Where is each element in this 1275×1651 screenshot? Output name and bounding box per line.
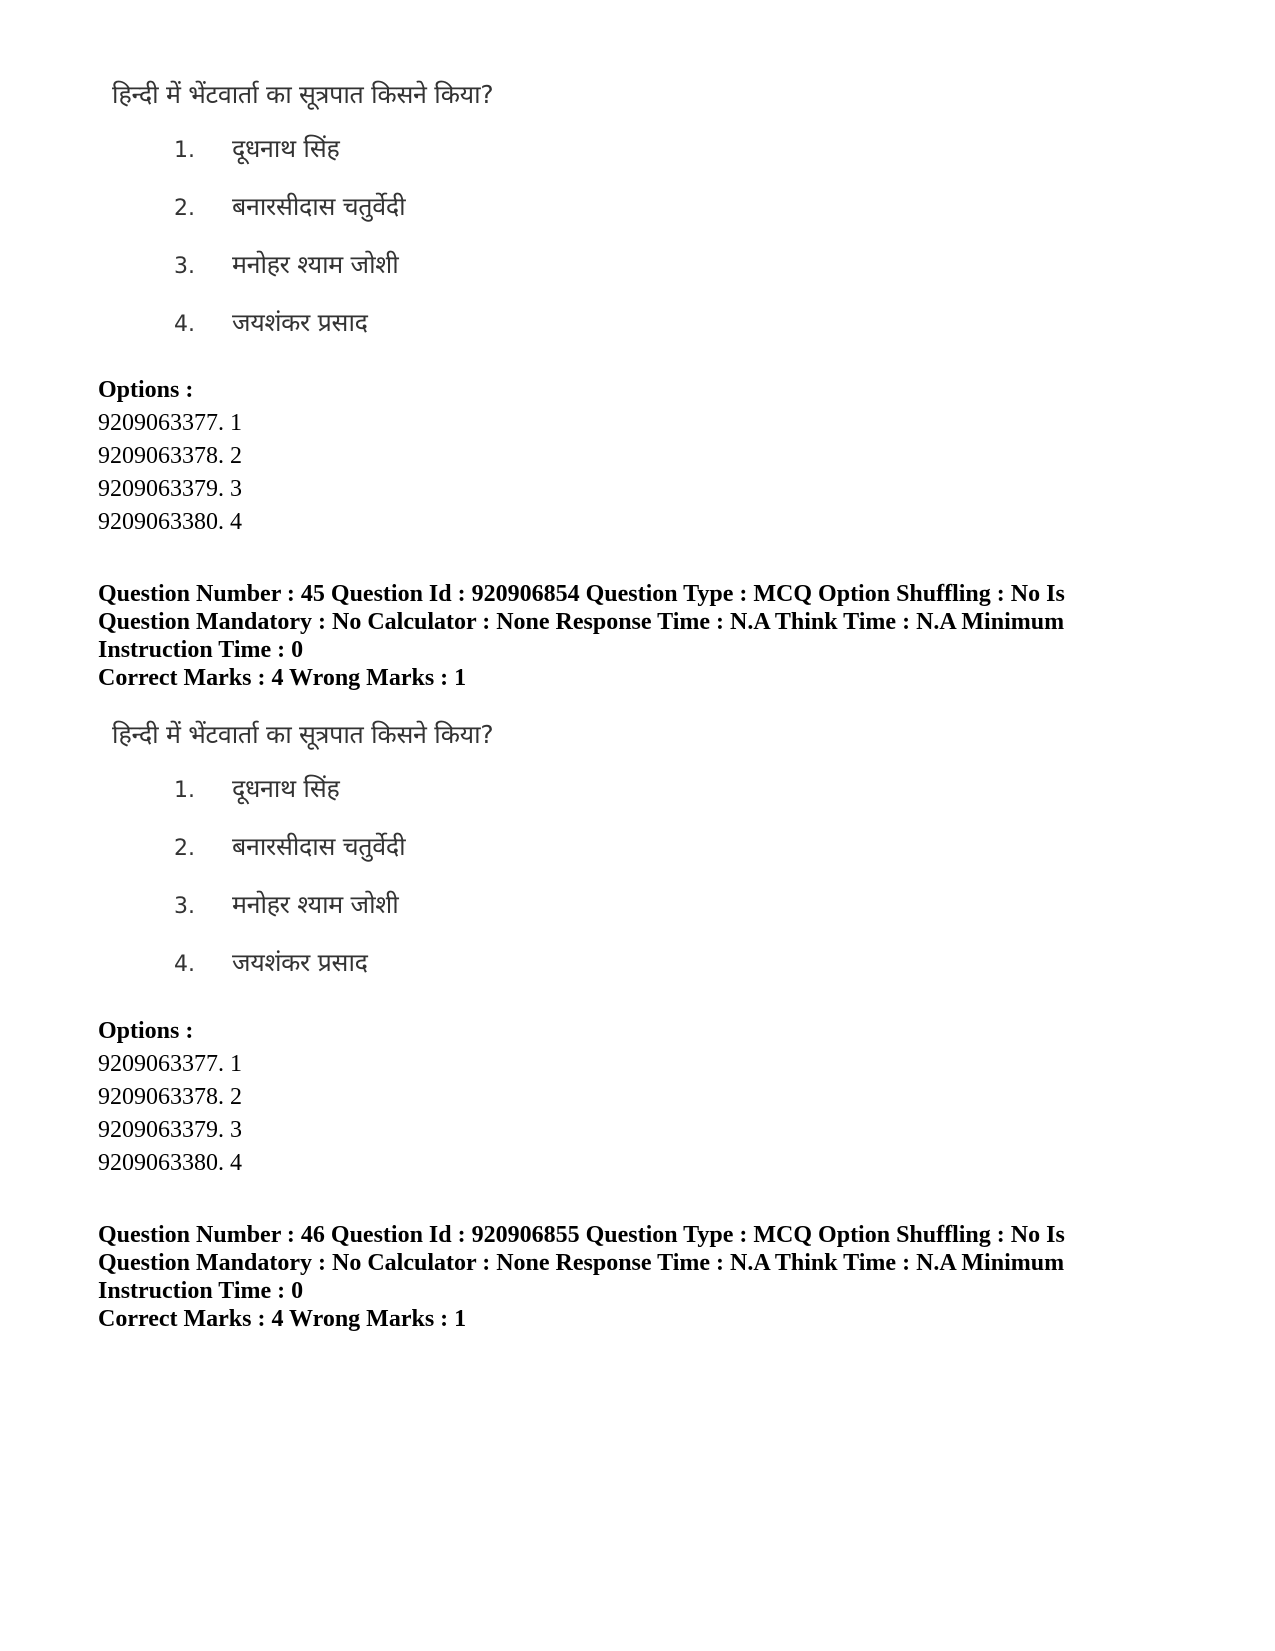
option-number: 3. bbox=[174, 894, 195, 919]
options-heading: Options : bbox=[98, 1018, 194, 1044]
question-option bbox=[112, 834, 552, 892]
option-text: दूधनाथ सिंह bbox=[232, 134, 340, 163]
option-number: 1. bbox=[174, 778, 195, 803]
option-text: बनारसीदास चतुर्वेदी bbox=[232, 192, 406, 221]
question-option-list bbox=[112, 136, 552, 368]
question-meta-line: Question Mandatory : No Calculator : None Response Time : N.A Think Time : N.A Minimum bbox=[98, 1250, 1065, 1276]
option-text: दूधनाथ सिंह bbox=[232, 774, 340, 803]
question-option bbox=[112, 194, 552, 252]
option-text: मनोहर श्याम जोशी bbox=[232, 250, 399, 279]
question-image bbox=[112, 720, 552, 1008]
question-option bbox=[112, 950, 552, 1008]
option-text: जयशंकर प्रसाद bbox=[232, 948, 368, 977]
question-option bbox=[112, 136, 552, 194]
option-id: 9209063380. 4 bbox=[98, 509, 242, 535]
question-meta-line: Instruction Time : 0 bbox=[98, 637, 304, 663]
option-id: 9209063378. 2 bbox=[98, 1084, 242, 1110]
question-option bbox=[112, 252, 552, 310]
option-text: बनारसीदास चतुर्वेदी bbox=[232, 832, 406, 861]
question-meta bbox=[98, 1221, 1178, 1333]
option-id: 9209063379. 3 bbox=[98, 476, 242, 502]
option-id: 9209063380. 4 bbox=[98, 1150, 242, 1176]
question-meta-line: Instruction Time : 0 bbox=[98, 1278, 304, 1304]
question-option-list bbox=[112, 776, 552, 1008]
option-number: 3. bbox=[174, 254, 195, 279]
question-meta bbox=[98, 580, 1178, 692]
question-image bbox=[112, 80, 552, 368]
question-text: हिन्दी में भेंटवार्ता का सूत्रपात किसने किया? bbox=[112, 720, 494, 749]
option-id: 9209063377. 1 bbox=[98, 1051, 242, 1077]
option-text: जयशंकर प्रसाद bbox=[232, 308, 368, 337]
marks-line: Correct Marks : 4 Wrong Marks : 1 bbox=[98, 665, 467, 691]
option-number: 1. bbox=[174, 138, 195, 163]
option-number: 2. bbox=[174, 836, 195, 861]
option-id: 9209063379. 3 bbox=[98, 1117, 242, 1143]
option-number: 4. bbox=[174, 952, 195, 977]
question-option bbox=[112, 892, 552, 950]
option-text: मनोहर श्याम जोशी bbox=[232, 890, 399, 919]
question-option bbox=[112, 310, 552, 368]
option-id: 9209063377. 1 bbox=[98, 410, 242, 436]
question-option bbox=[112, 776, 552, 834]
question-text: हिन्दी में भेंटवार्ता का सूत्रपात किसने किया? bbox=[112, 80, 494, 109]
options-heading: Options : bbox=[98, 377, 194, 403]
option-id: 9209063378. 2 bbox=[98, 443, 242, 469]
option-number: 4. bbox=[174, 312, 195, 337]
question-meta-line: Question Number : 45 Question Id : 920906854 Question Type : MCQ Option Shuffling : No Is bbox=[98, 581, 1065, 607]
option-number: 2. bbox=[174, 196, 195, 221]
question-meta-line: Question Number : 46 Question Id : 920906855 Question Type : MCQ Option Shuffling : No Is bbox=[98, 1222, 1065, 1248]
question-meta-line: Question Mandatory : No Calculator : None Response Time : N.A Think Time : N.A Minimum bbox=[98, 609, 1065, 635]
marks-line: Correct Marks : 4 Wrong Marks : 1 bbox=[98, 1306, 467, 1332]
options-block bbox=[98, 376, 1178, 539]
options-block bbox=[98, 1017, 1178, 1180]
